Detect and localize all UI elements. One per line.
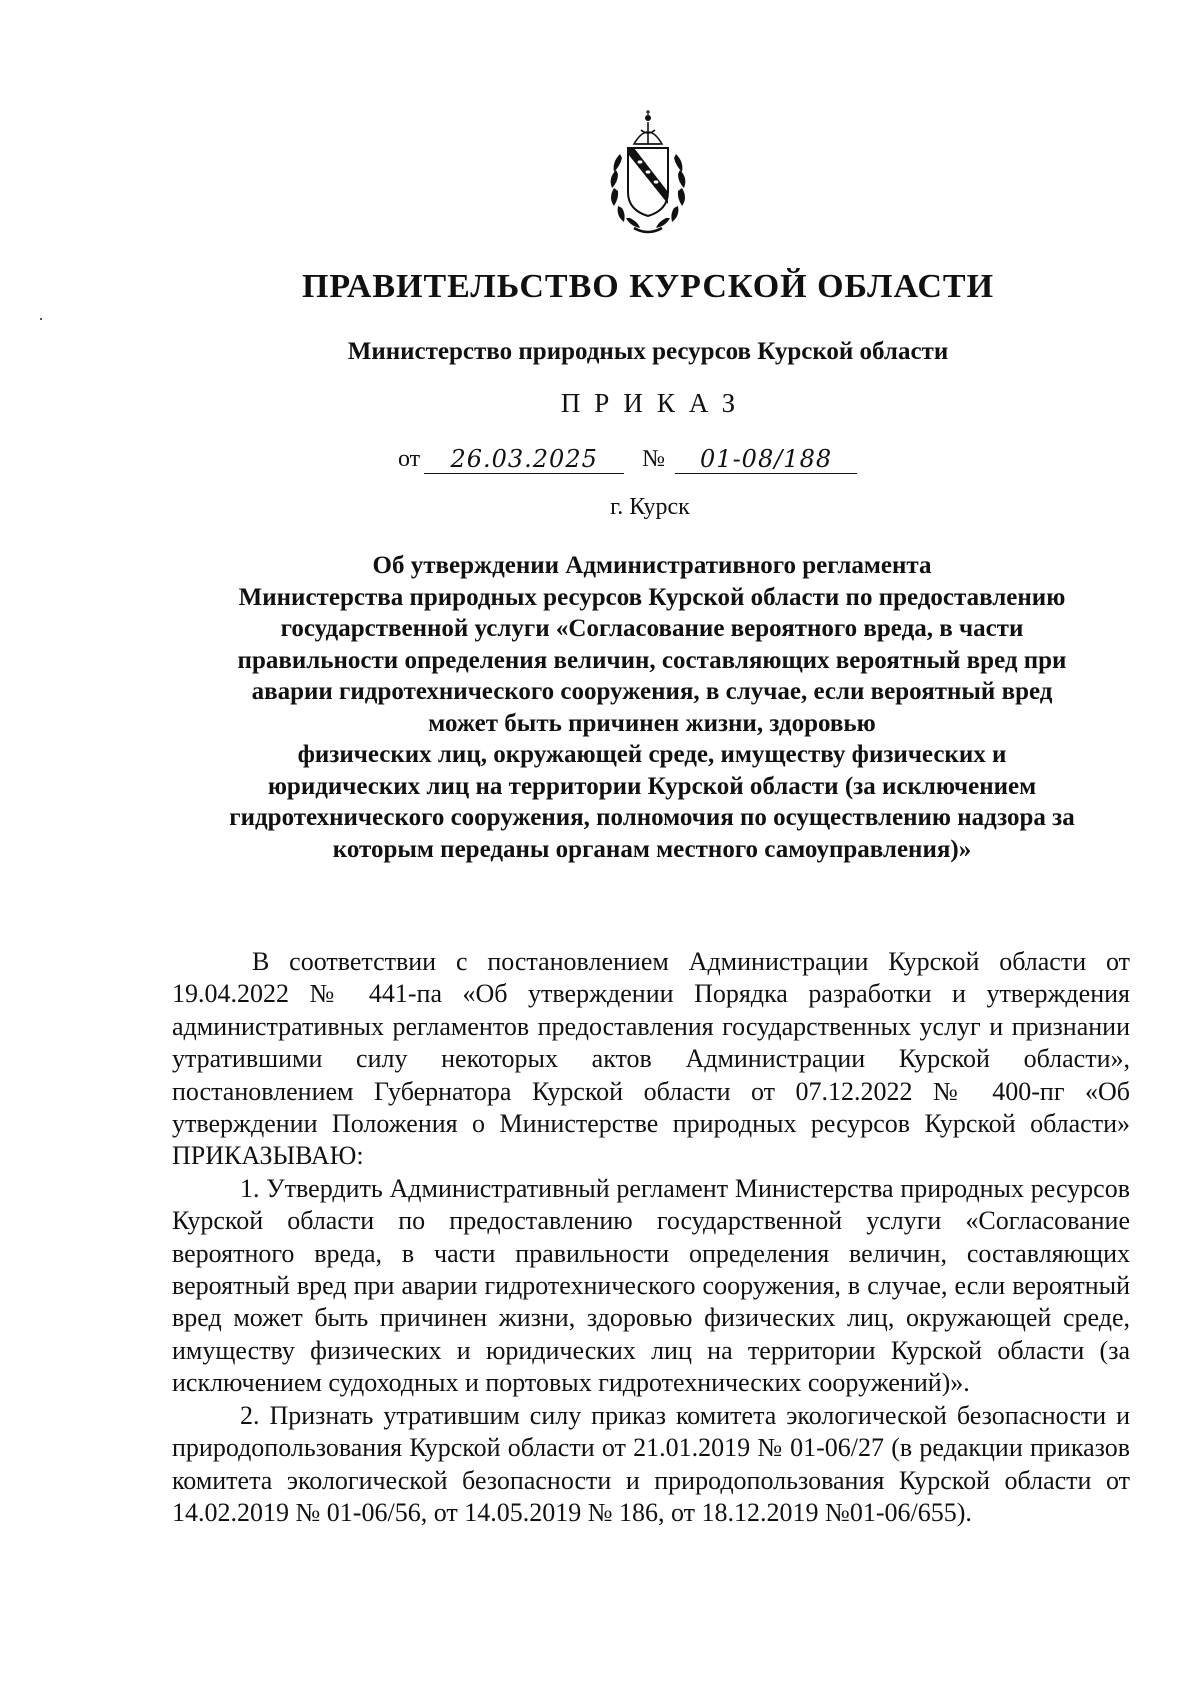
ministry-heading: Министерство природных ресурсов Курской области bbox=[347, 338, 949, 365]
title-line: гидротехнического сооружения, полномочия по осуществлению надзора за bbox=[229, 804, 1075, 831]
title-line: Министерства природных ресурсов Курской области по предоставлению bbox=[238, 583, 1066, 611]
title-line: государственной услуги «Согласование вероятного вреда, в части bbox=[280, 615, 1024, 642]
number-label: № bbox=[642, 446, 666, 472]
document-type: ПРИКАЗ bbox=[560, 388, 750, 418]
preamble-paragraph: В соответствии с постановлением Администрации Курской области от 19.04.2022 № 441-па «Об утверждении Порядка разработки и утверждения административных регламентов предоставления государственных услуг и признании утратившими силу некоторых актов Администрации Курской области», постановлением Губернатора Курской области от 07.12.2022 № 400-пг «Об утверждении Положения о Министерстве природных ресурсов Курской области» ПРИКАЗЫВАЮ: bbox=[172, 947, 1130, 1171]
title-line: аварии гидротехнического сооружения, в случае, если вероятный вред bbox=[251, 678, 1053, 705]
order-item-2: 2. Признать утратившим силу приказ комитета экологической безопасности и природопользования Курской области от 21.01.2019 № 01-06/27 (в редакции приказов комитета экологической безопасности и природопользования Курской области от 14.02.2019 № 01-06/56, от 14.05.2019 № 186, от 18.12.2019 №01-06/655). bbox=[172, 1400, 1130, 1527]
city-line: г. Курск bbox=[610, 494, 690, 520]
title-line: правильности определения величин, составляющих вероятный вред при bbox=[237, 646, 1067, 674]
date-label: от bbox=[398, 446, 421, 472]
order-body bbox=[172, 946, 1130, 1529]
government-heading: ПРАВИТЕЛЬСТВО КУРСКОЙ ОБЛАСТИ bbox=[301, 268, 995, 305]
title-line: которым переданы органам местного самоуправления)» bbox=[332, 835, 972, 863]
handwritten-number: 01-08/188 bbox=[675, 445, 857, 474]
order-title bbox=[170, 550, 1134, 865]
title-line: юридических лиц на территории Курской области (за исключением bbox=[267, 772, 1037, 800]
title-line: Об утверждении Административного регламента bbox=[372, 552, 932, 579]
date-number-line bbox=[398, 444, 857, 474]
title-line: физических лиц, окружающей среде, имуществу физических и bbox=[297, 741, 1007, 768]
title-line: может быть причинен жизни, здоровью bbox=[428, 709, 876, 737]
order-item-1: 1. Утвердить Административный регламент Министерства природных ресурсов Курской области по предоставлению государственной услуги «Согласование вероятного вреда, в части правильности определения величин, составляющих вероятный вред при аварии гидротехнического сооружения, в случае, если вероятный вред может быть причинен жизни, здоровью физических лиц, окружающей среде, имуществу физических и юридических лиц на территории Курской области (за исключением судоходных и портовых гидротехнических сооружений)». bbox=[172, 1173, 1130, 1398]
kursk-coat-of-arms-icon bbox=[598, 110, 698, 238]
handwritten-date: 26.03.2025 bbox=[424, 445, 624, 474]
scan-speck bbox=[40, 318, 42, 320]
